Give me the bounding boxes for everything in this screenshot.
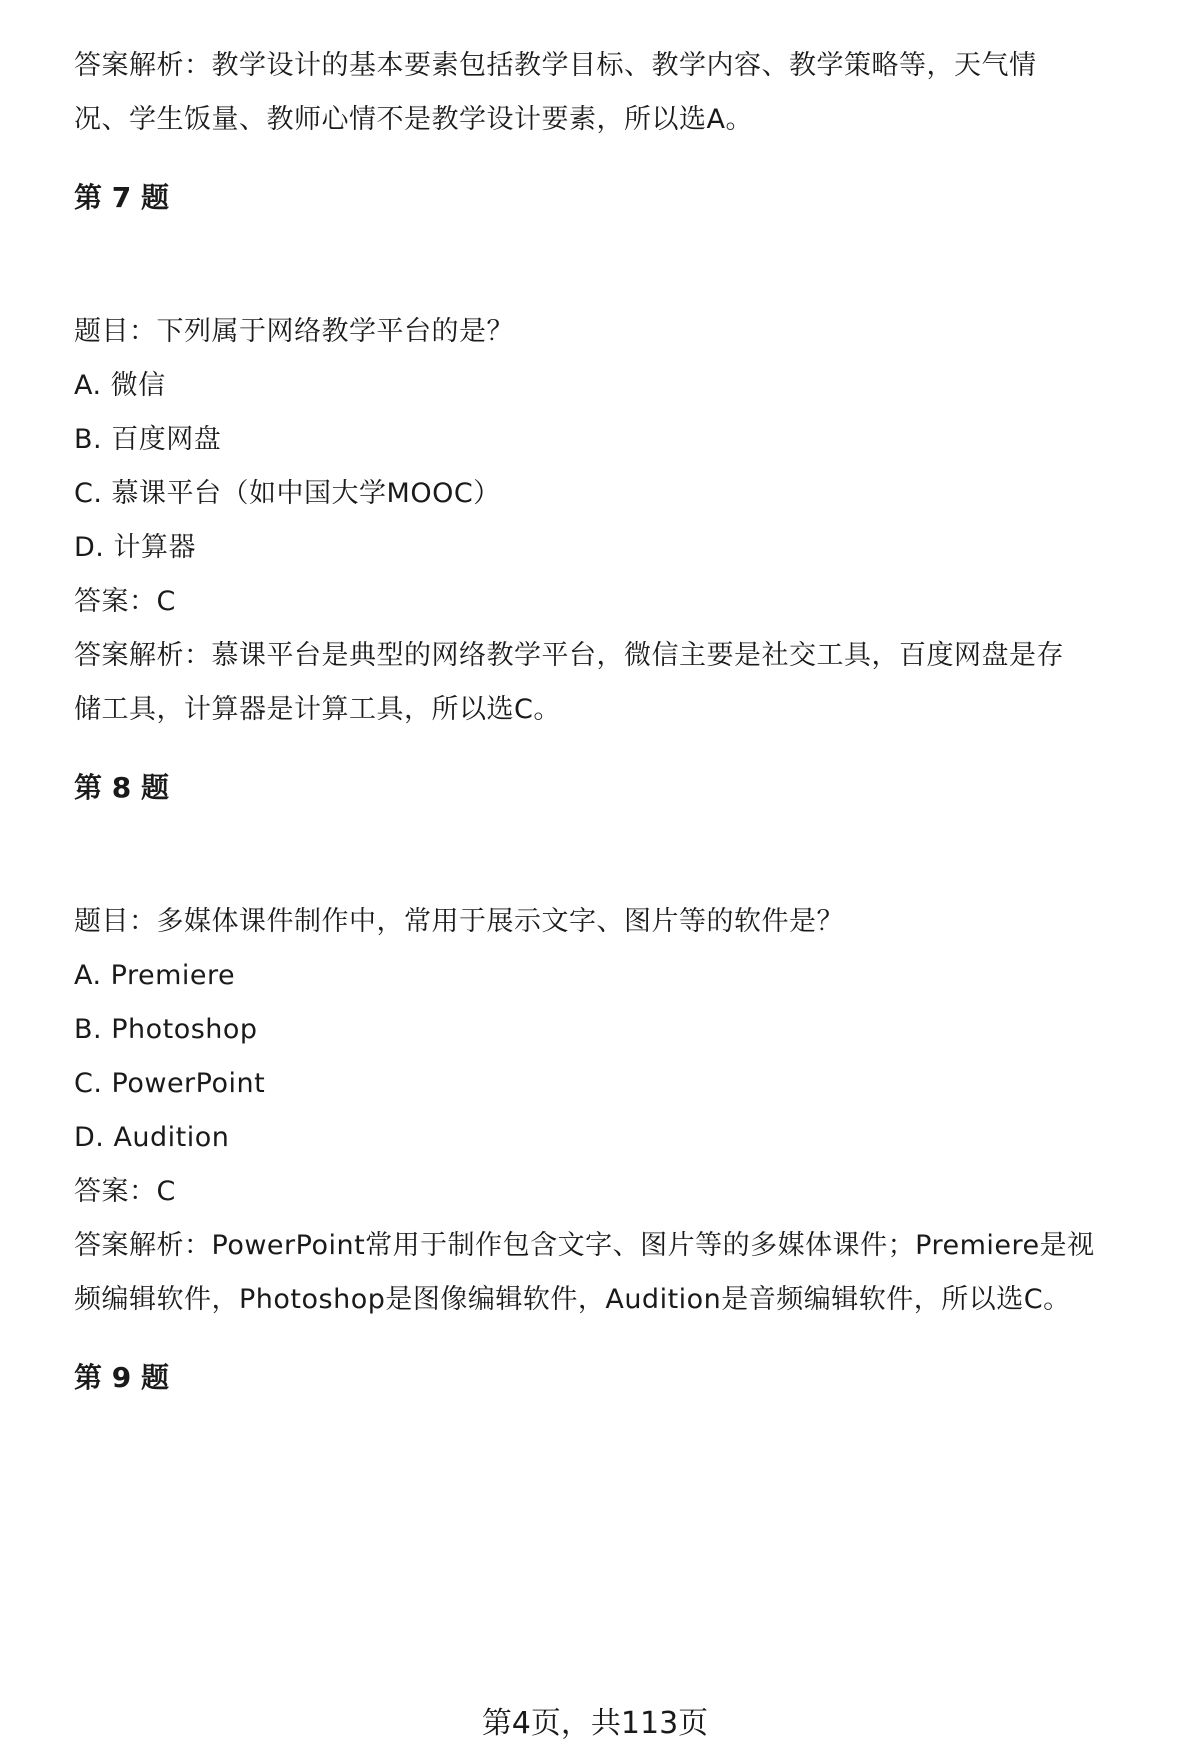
page-footer: 第4页，共113页 xyxy=(481,1706,709,1741)
q7-answer: 答案：C xyxy=(74,586,176,617)
q7-option-b: B. 百度网盘 xyxy=(74,424,222,455)
q7-option-c: C. 慕课平台（如中国大学MOOC） xyxy=(74,478,501,509)
q6-explanation-line2: 况、学生饭量、教师心情不是教学设计要素，所以选A。 xyxy=(74,104,753,135)
q8-explanation-line1: 答案解析：PowerPoint常用于制作包含文字、图片等的多媒体课件；Premiere是视 xyxy=(74,1230,1095,1261)
q8-option-b: B. Photoshop xyxy=(74,1014,258,1045)
q7-option-a: A. 微信 xyxy=(74,370,166,401)
q7-explanation-line2: 储工具，计算器是计算工具，所以选C。 xyxy=(74,694,561,725)
q9-heading: 第 9 题 xyxy=(74,1361,169,1394)
q8-option-d: D. Audition xyxy=(74,1122,230,1153)
q8-question: 题目：多媒体课件制作中，常用于展示文字、图片等的软件是？ xyxy=(74,906,844,937)
q8-option-a: A. Premiere xyxy=(74,960,236,991)
q7-heading: 第 7 题 xyxy=(74,181,169,214)
q7-question: 题目：下列属于网络教学平台的是？ xyxy=(74,316,514,347)
q8-answer: 答案：C xyxy=(74,1176,176,1207)
q6-explanation-line1: 答案解析：教学设计的基本要素包括教学目标、教学内容、教学策略等，天气情 xyxy=(74,50,1037,81)
q8-option-c: C. PowerPoint xyxy=(74,1068,266,1099)
q7-option-d: D. 计算器 xyxy=(74,532,196,563)
q8-explanation-line2: 频编辑软件，Photoshop是图像编辑软件，Audition是音频编辑软件，所以选C。 xyxy=(74,1284,1071,1315)
q7-explanation-line1: 答案解析：慕课平台是典型的网络教学平台，微信主要是社交工具，百度网盘是存 xyxy=(74,640,1064,671)
q8-heading: 第 8 题 xyxy=(74,771,169,804)
